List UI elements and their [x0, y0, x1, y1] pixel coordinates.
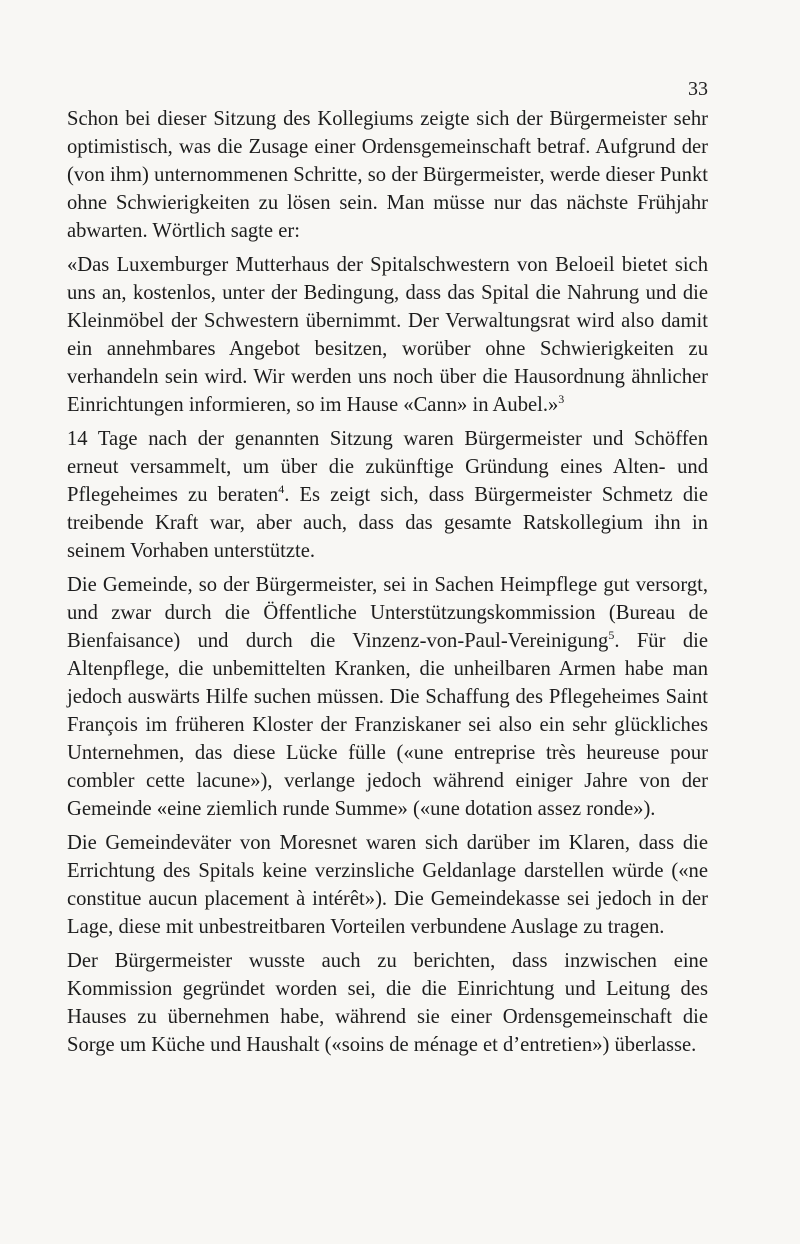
paragraph-1	[67, 105, 708, 245]
paragraph-5	[67, 829, 708, 941]
paragraph-6	[67, 947, 708, 1059]
footnote-5: 5	[608, 628, 615, 643]
paragraph-3-text-before: 14 Tage nach der genannten Sitzung waren Bürgermeister und Schöffen erneut versammelt, um über die zukünftige Gründung eines Alten- und Pflegeheimes zu beraten	[67, 428, 708, 506]
page-number: 33	[688, 78, 708, 100]
paragraph-4	[67, 571, 708, 823]
footnote-3: 3	[558, 392, 565, 407]
paragraph-2-text: «Das Luxemburger Mutterhaus der Spitalschwestern von Beloeil bietet sich uns an, kostenlos, unter der Bedingung, dass das Spital die Nahrung und die Kleinmöbel der Schwestern übernimmt. Der Verwaltungsrat wird also damit ein annehmbares Angebot besitzen, worüber ohne Schwierigkeiten zu verhandeln sein wird. Wir werden uns noch über die Hausordnung ähnlicher Einrichtungen informieren, so im Hause «Cann» in Aubel.»	[67, 254, 708, 416]
main-text	[67, 105, 708, 1065]
paragraph-4-text-after: . Für die Altenpflege, die unbemittelten Kranken, die unheilbaren Armen habe man jedoch auswärts Hilfe suchen müssen. Die Schaffung des Pflegeheimes Saint François im früheren Kloster der Franziskaner sei also ein sehr glückliches Unternehmen, das diese Lücke fülle («une entreprise très heureuse pour combler cette lacune»), verlange jedoch während einiger Jahre von der Gemeinde «eine ziemlich runde Summe» («une dotation assez ronde»).	[67, 630, 708, 820]
paragraph-3-text-after: . Es zeigt sich, dass Bürgermeister Schmetz die treibende Kraft war, aber auch, dass das gesamte Ratskollegium ihn in seinem Vorhaben unterstützte.	[67, 484, 709, 562]
paragraph-1-text: Schon bei dieser Sitzung des Kollegiums zeigte sich der Bürgermeister sehr optimistisch, was die Zusage einer Ordensgemeinschaft betraf. Aufgrund der (von ihm) unternommenen Schritte, so der Bürgermeister, werde dieser Punkt ohne Schwierigkeiten zu lösen sein. Man müsse nur das nächste Frühjahr abwarten. Wörtlich sagte er:	[67, 108, 708, 242]
paragraph-4-text-before: Die Gemeinde, so der Bürgermeister, sei in Sachen Heimpflege gut versorgt, und zwar durch die Öffentliche Unterstützungskommission (Bureau de Bienfaisance) und durch die Vinzenz-von-Paul-Vereinigung	[67, 574, 708, 652]
paragraph-2	[67, 251, 708, 419]
footnote-4: 4	[278, 482, 285, 497]
paragraph-3	[67, 425, 708, 565]
paragraph-5-text: Die Gemeindeväter von Moresnet waren sich darüber im Klaren, dass die Errichtung des Spitals keine verzinsliche Geldanlage darstellen würde («ne constitue aucun placement à intérêt»). Die Gemeindekasse sei jedoch in der Lage, diese mit unbestreitbaren Vorteilen verbundene Auslage zu tragen.	[67, 832, 708, 938]
paragraph-6-text: Der Bürgermeister wusste auch zu berichten, dass inzwischen eine Kommission gegründet worden sei, die die Einrichtung und Leitung des Hauses zu übernehmen habe, während sie einer Ordensgemeinschaft die Sorge um Küche und Haushalt («soins de ménage et d’entretien») überlasse.	[67, 950, 708, 1056]
